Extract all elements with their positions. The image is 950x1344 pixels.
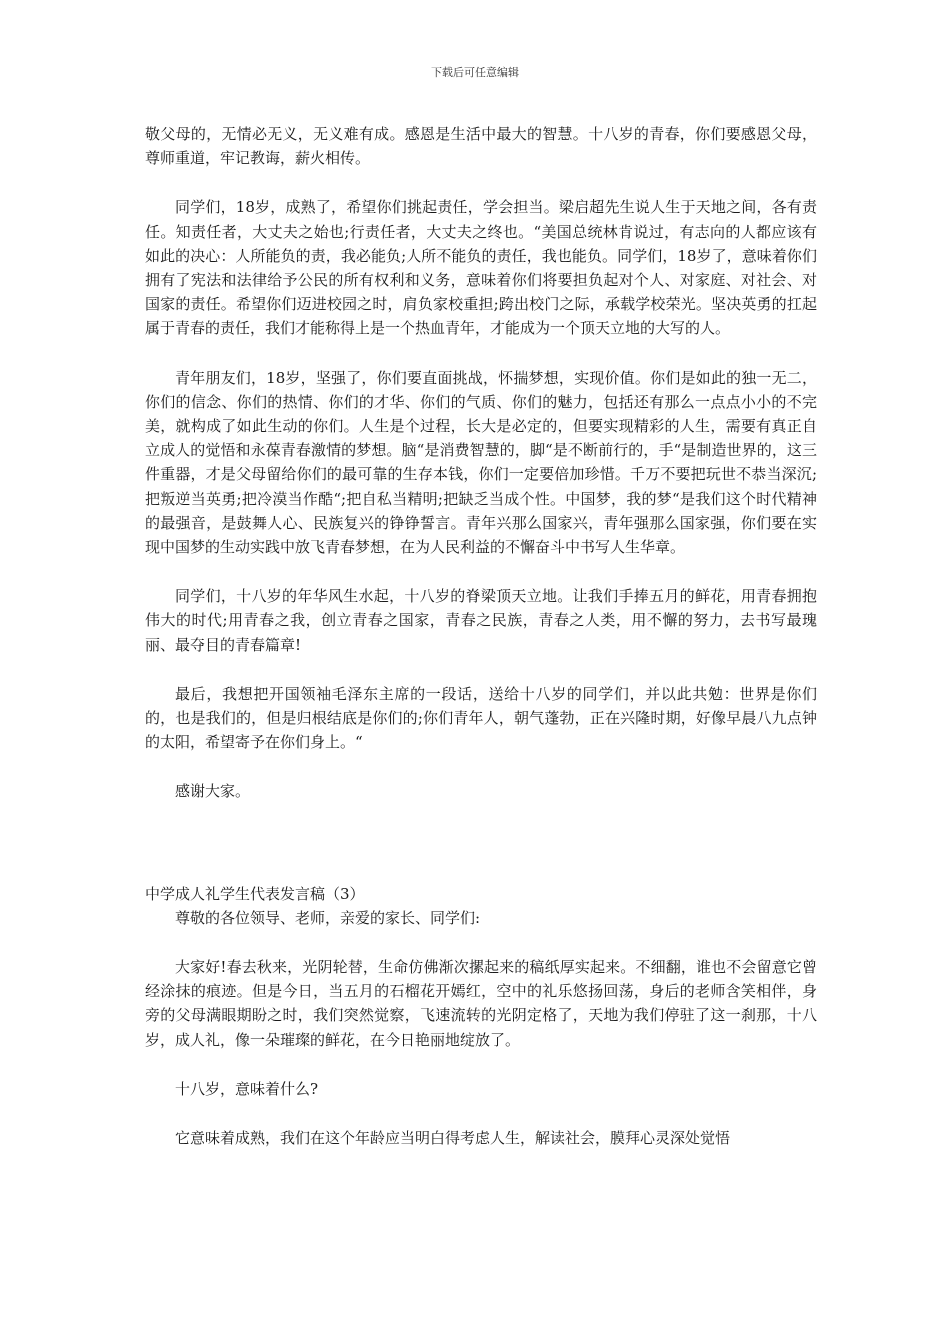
section-title: 中学成人礼学生代表发言稿（3）	[145, 884, 365, 903]
paragraph-7: 十八岁，意味着什么?	[175, 1079, 319, 1098]
section-spacer	[145, 804, 817, 882]
paragraph-1: 敬父母的，无情必无义，无义难有成。感恩是生活中最大的智慧。十八岁的青春，你们要感恩父母，尊师重道，牢记教诲，薪火相传。	[145, 125, 817, 168]
closing-thanks: 感谢大家。	[175, 782, 251, 801]
page-header-note: 下载后可任意编辑	[431, 66, 519, 79]
paragraph-6: 大家好!春去秋来，光阴轮替，生命仿佛渐次摞起来的稿纸厚实起来。不细翻，谁也不会留意它曾经涂抹的痕迹。但是今日，当五月的石榴花开嫣红，空中的礼乐悠扬回荡，身后的老师含笑相伴，身旁的父母满眼期盼之时，我们突然觉察，飞速流转的光阴定格了，天地为我们停驻了这一刹那，十八岁，成人礼，像一朵璀璨的鲜花，在今日艳丽地绽放了。	[145, 958, 817, 1049]
paragraph-2: 同学们，18岁，成熟了，希望你们挑起责任，学会担当。梁启超先生说人生于天地之间，各有责任。知责任者，大丈夫之始也;行责任者，大丈夫之终也。“美国总统林肯说过，有志向的人都应该有如此的决心：人所能负的责，我必能负;人所不能负的责任，我也能负。同学们，18岁了，意味着你们拥有了宪法和法律给予公民的所有权利和义务，意味着你们将要担负起对个人、对家庭、对社会、对国家的责任。希望你们迈进校园之时，肩负家校重担;跨出校门之际，承载学校荣光。坚决英勇的扛起属于青春的责任，我们才能称得上是一个热血青年，才能成为一个顶天立地的大写的人。	[145, 198, 817, 338]
document-body	[145, 122, 817, 1150]
salutation: 尊敬的各位领导、老师，亲爱的家长、同学们:	[175, 908, 481, 927]
paragraph-4: 同学们，十八岁的年华风生水起，十八岁的脊梁顶天立地。让我们手捧五月的鲜花，用青春拥抱伟大的时代;用青春之我，创立青春之国家，青春之民族，青春之人类，用不懈的努力，去书写最瑰丽、最夺目的青春篇章!	[145, 587, 817, 654]
paragraph-5: 最后，我想把开国领袖毛泽东主席的一段话，送给十八岁的同学们，并以此共勉：世界是你们的，也是我们的，但是归根结底是你们的;你们青年人，朝气蓬勃，正在兴隆时期，好像早晨八九点钟的太阳，希望寄予在你们身上。“	[145, 684, 817, 752]
paragraph-8: 它意味着成熟，我们在这个年龄应当明白得考虑人生，解读社会，膜拜心灵深处觉悟	[175, 1129, 731, 1148]
paragraph-3: 青年朋友们，18岁，坚强了，你们要直面挑战，怀揣梦想，实现价值。你们是如此的独一无二，你们的信念、你们的热情、你们的才华、你们的气质、你们的魅力，包括还有那么一点点小小的不完美，就构成了如此生动的你们。人生是个过程，长大是必定的，但要实现精彩的人生，需要有真正自立成人的觉悟和永葆青春激情的梦想。脑“是消费智慧的，脚“是不断前行的，手“是制造世界的，这三件重器，才是父母留给你们的最可靠的生存本钱，你们一定要倍加珍惜。千万不要把玩世不恭当深沉;把叛逆当英勇;把冷漠当作酷“;把自私当精明;把缺乏当成个性。中国梦，我的梦“是我们这个时代精神的最强音，是鼓舞人心、民族复兴的铮铮誓言。青年兴那么国家兴，青年强那么国家强，你们要在实现中国梦的生动实践中放飞青春梦想，在为人民利益的不懈奋斗中书写人生华章。	[145, 368, 817, 557]
